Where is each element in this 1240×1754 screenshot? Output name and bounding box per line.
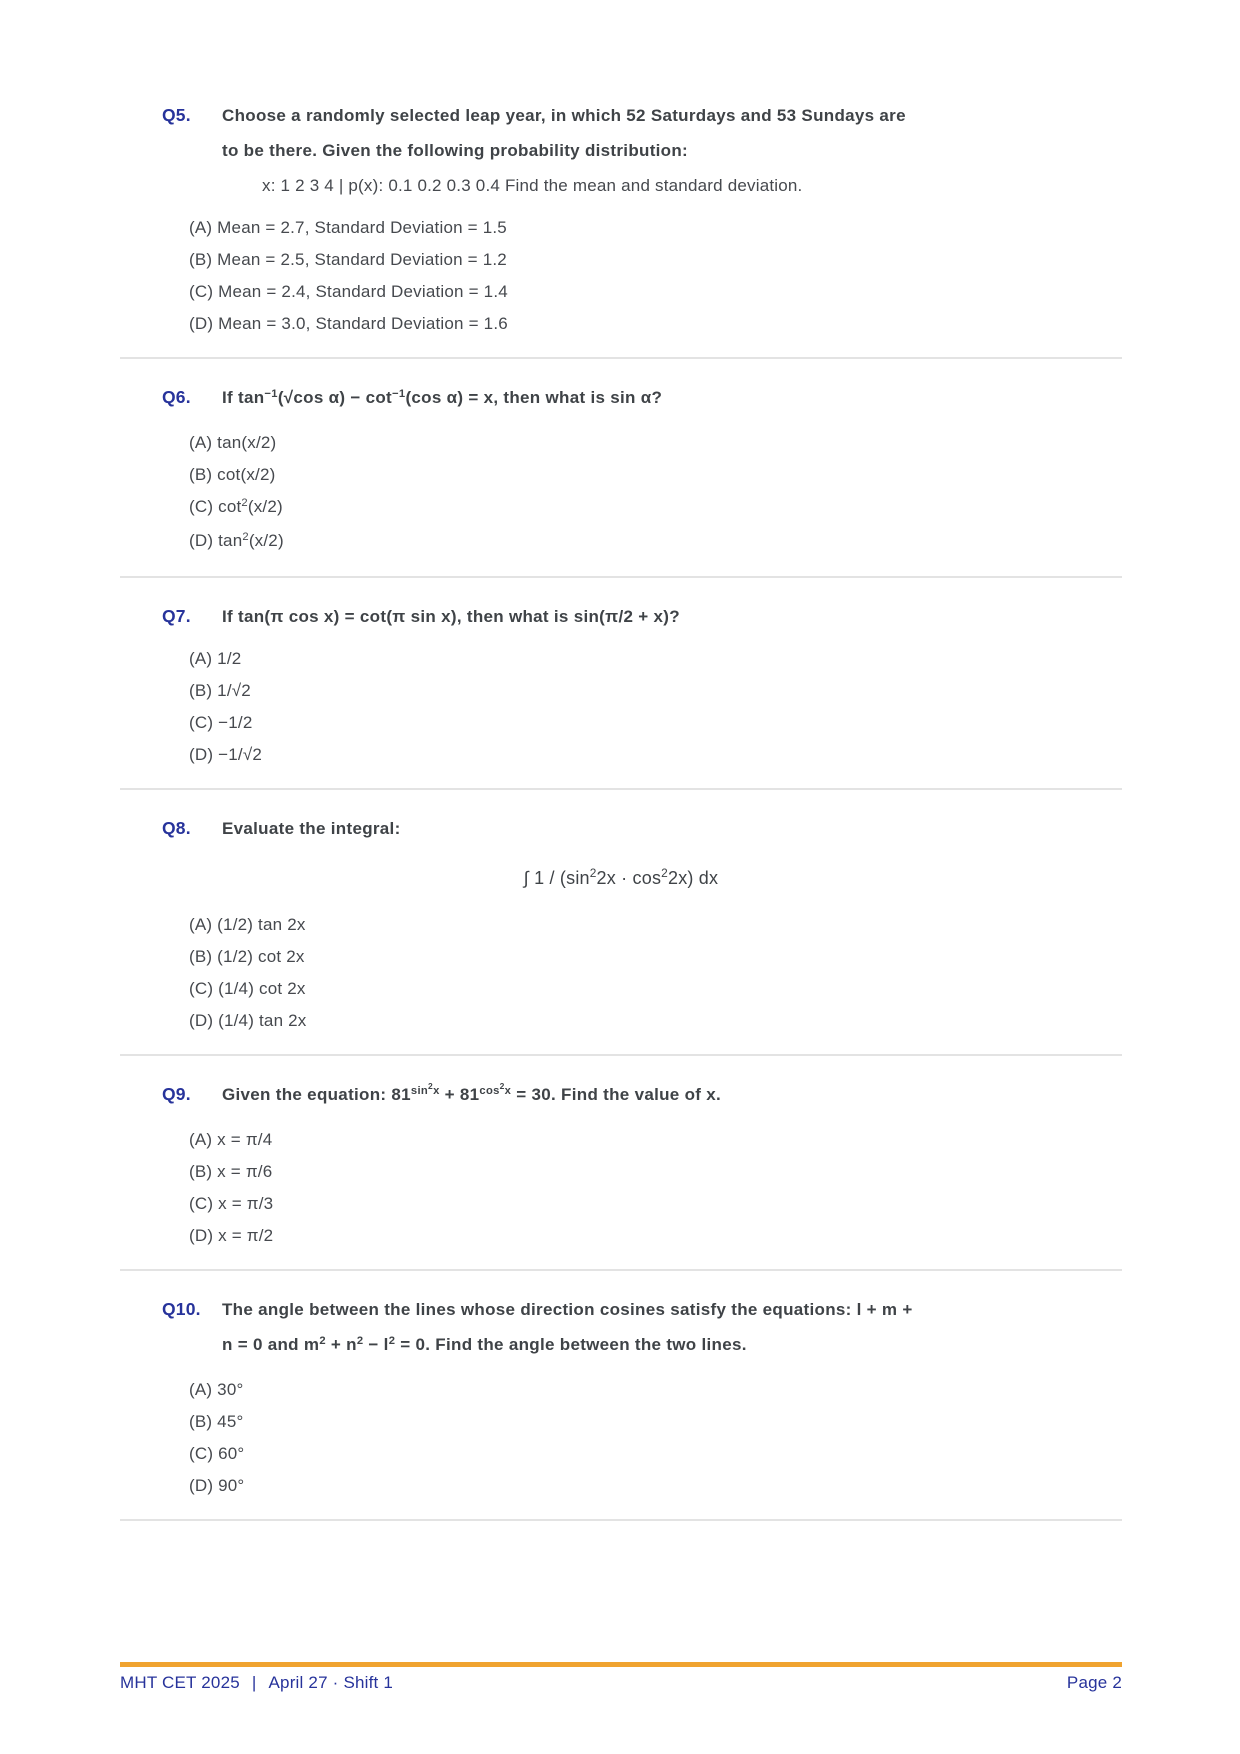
option-item: (B) 1/√2 — [189, 681, 251, 700]
option-item: (D) −1/√2 — [189, 745, 263, 764]
option-item: (C) −1/2 — [189, 713, 253, 732]
question-row — [162, 98, 1122, 168]
footer-session: April 27 · Shift 1 — [268, 1673, 394, 1692]
question-title-line: If $\tan^{-1}(√\cos$ $\alpha) - \cot^{-1}(\cos$ α) = x, then what is sin α? — [222, 387, 663, 407]
option-item: (D) Mean = 3.0, Standard Deviation = 1.6 — [189, 314, 508, 333]
question-title-line: Given the equation: $81^{sin2x} + 81^{cos2x} = 30$. Find the value of x. — [222, 1080, 722, 1104]
question-number: Q6. — [162, 387, 191, 407]
question-title-line: The angle between the lines whose direction cosines satisfy the equations: l + m + — [222, 1300, 913, 1319]
question-title-line: Evaluate the integral: — [222, 819, 401, 838]
superscript-text: x — [433, 1084, 440, 1097]
option-item: (B) Mean = 2.5, Standard Deviation = 1.2 — [189, 250, 507, 269]
question-number: Q10. — [162, 1299, 201, 1319]
option-item: (A) Mean = 2.7, Standard Deviation = 1.5 — [189, 218, 507, 237]
question-title-line: Choose a randomly selected leap year, in which 52 Saturdays and 53 Sundays are — [222, 106, 906, 125]
footer-divider: | — [251, 1673, 257, 1692]
question-block — [120, 1271, 1122, 1519]
question-title-line: to be there. Given the following probability distribution: — [222, 141, 689, 160]
option-list — [189, 1124, 1122, 1252]
superscript-text: 2 — [499, 1080, 505, 1091]
question-title — [222, 98, 1122, 168]
question-formula: ∫ $1 / (\sin^22x \cdot \cos^22x)$ dx — [523, 866, 719, 888]
superscript-text: −1 — [264, 387, 278, 400]
option-item: (C) Mean = 2.4, Standard Deviation = 1.4 — [189, 282, 508, 301]
footer — [120, 1673, 1122, 1693]
question-row — [162, 811, 1122, 846]
footer-left — [120, 1673, 393, 1693]
option-list — [189, 1374, 1122, 1502]
option-item: (B) (1/2) cot 2x — [189, 947, 305, 966]
question-row — [162, 1292, 1122, 1365]
option-item: (B) cot(x/2) — [189, 465, 276, 484]
option-item: (D) $\tan^2(x/2)$ — [189, 530, 284, 550]
option-item: (A) (1/2) tan 2x — [189, 915, 306, 934]
question-row — [162, 599, 1122, 634]
option-item: (C) (1/4) cot 2x — [189, 979, 306, 998]
question-row — [162, 1077, 1122, 1115]
superscript-text: 2 — [319, 1334, 326, 1347]
option-item: (A) x = π/4 — [189, 1130, 273, 1149]
superscript-text: cos — [479, 1084, 500, 1097]
option-item: (A) tan(x/2) — [189, 433, 277, 452]
question-block — [120, 790, 1122, 1054]
option-item: (B) 45° — [189, 1412, 244, 1431]
question-title — [222, 1077, 1122, 1115]
question-number: Q5. — [162, 105, 191, 125]
superscript-text: 2 — [241, 496, 248, 509]
option-list — [189, 643, 1122, 771]
option-item: (A) 30° — [189, 1380, 244, 1399]
question-number: Q7. — [162, 606, 191, 626]
superscript-text: 2 — [428, 1080, 434, 1091]
question-block — [120, 578, 1122, 788]
option-item: (D) x = π/2 — [189, 1226, 274, 1245]
question-title — [222, 380, 1122, 418]
question-row — [162, 380, 1122, 418]
superscript-text: sin — [410, 1084, 429, 1097]
option-item: (A) 1/2 — [189, 649, 242, 668]
question-number: Q9. — [162, 1084, 191, 1104]
question-title — [222, 599, 1122, 634]
question-number: Q8. — [162, 818, 191, 838]
footer-rule — [120, 1662, 1122, 1667]
footer-brand: MHT CET 2025 — [120, 1673, 240, 1692]
question-list — [120, 96, 1122, 1521]
footer-page-number: Page 2 — [1066, 1673, 1122, 1692]
option-list — [189, 427, 1122, 559]
question-title — [222, 811, 1122, 846]
superscript-text: 2 — [356, 1334, 364, 1347]
option-item: (C) x = π/3 — [189, 1194, 274, 1213]
superscript-text: −1 — [392, 387, 406, 400]
question-block — [120, 359, 1122, 576]
question-block — [120, 96, 1122, 357]
option-list — [189, 212, 1122, 340]
option-item: (C) 60° — [189, 1444, 245, 1463]
section-divider — [120, 1519, 1122, 1521]
question-title — [222, 1292, 1122, 1365]
option-item: (D) 90° — [189, 1476, 245, 1495]
superscript-text: 2 — [589, 866, 597, 881]
question-title-line: If tan(π cos x) = cot(π sin x), then what is sin(π/2 + x)? — [222, 607, 680, 626]
superscript-text: 2 — [661, 866, 668, 881]
superscript-text: x — [504, 1084, 512, 1097]
superscript-text: 2 — [242, 530, 249, 543]
option-list — [189, 909, 1122, 1037]
question-title-line: n = 0 and $m^2 + n^2 - l^2 = 0$. Find the angle between the two lines. — [222, 1334, 747, 1354]
superscript-text: 2 — [388, 1334, 396, 1347]
question-block — [120, 1056, 1122, 1269]
option-item: (D) (1/4) tan 2x — [189, 1011, 307, 1030]
option-item: (B) x = π/6 — [189, 1162, 273, 1181]
option-item: (C) $\cot^2(x/2)$ — [189, 496, 283, 516]
question-subline: x: 1 2 3 4 | p(x): 0.1 0.2 0.3 0.4 Find the mean and standard deviation. — [262, 176, 803, 195]
